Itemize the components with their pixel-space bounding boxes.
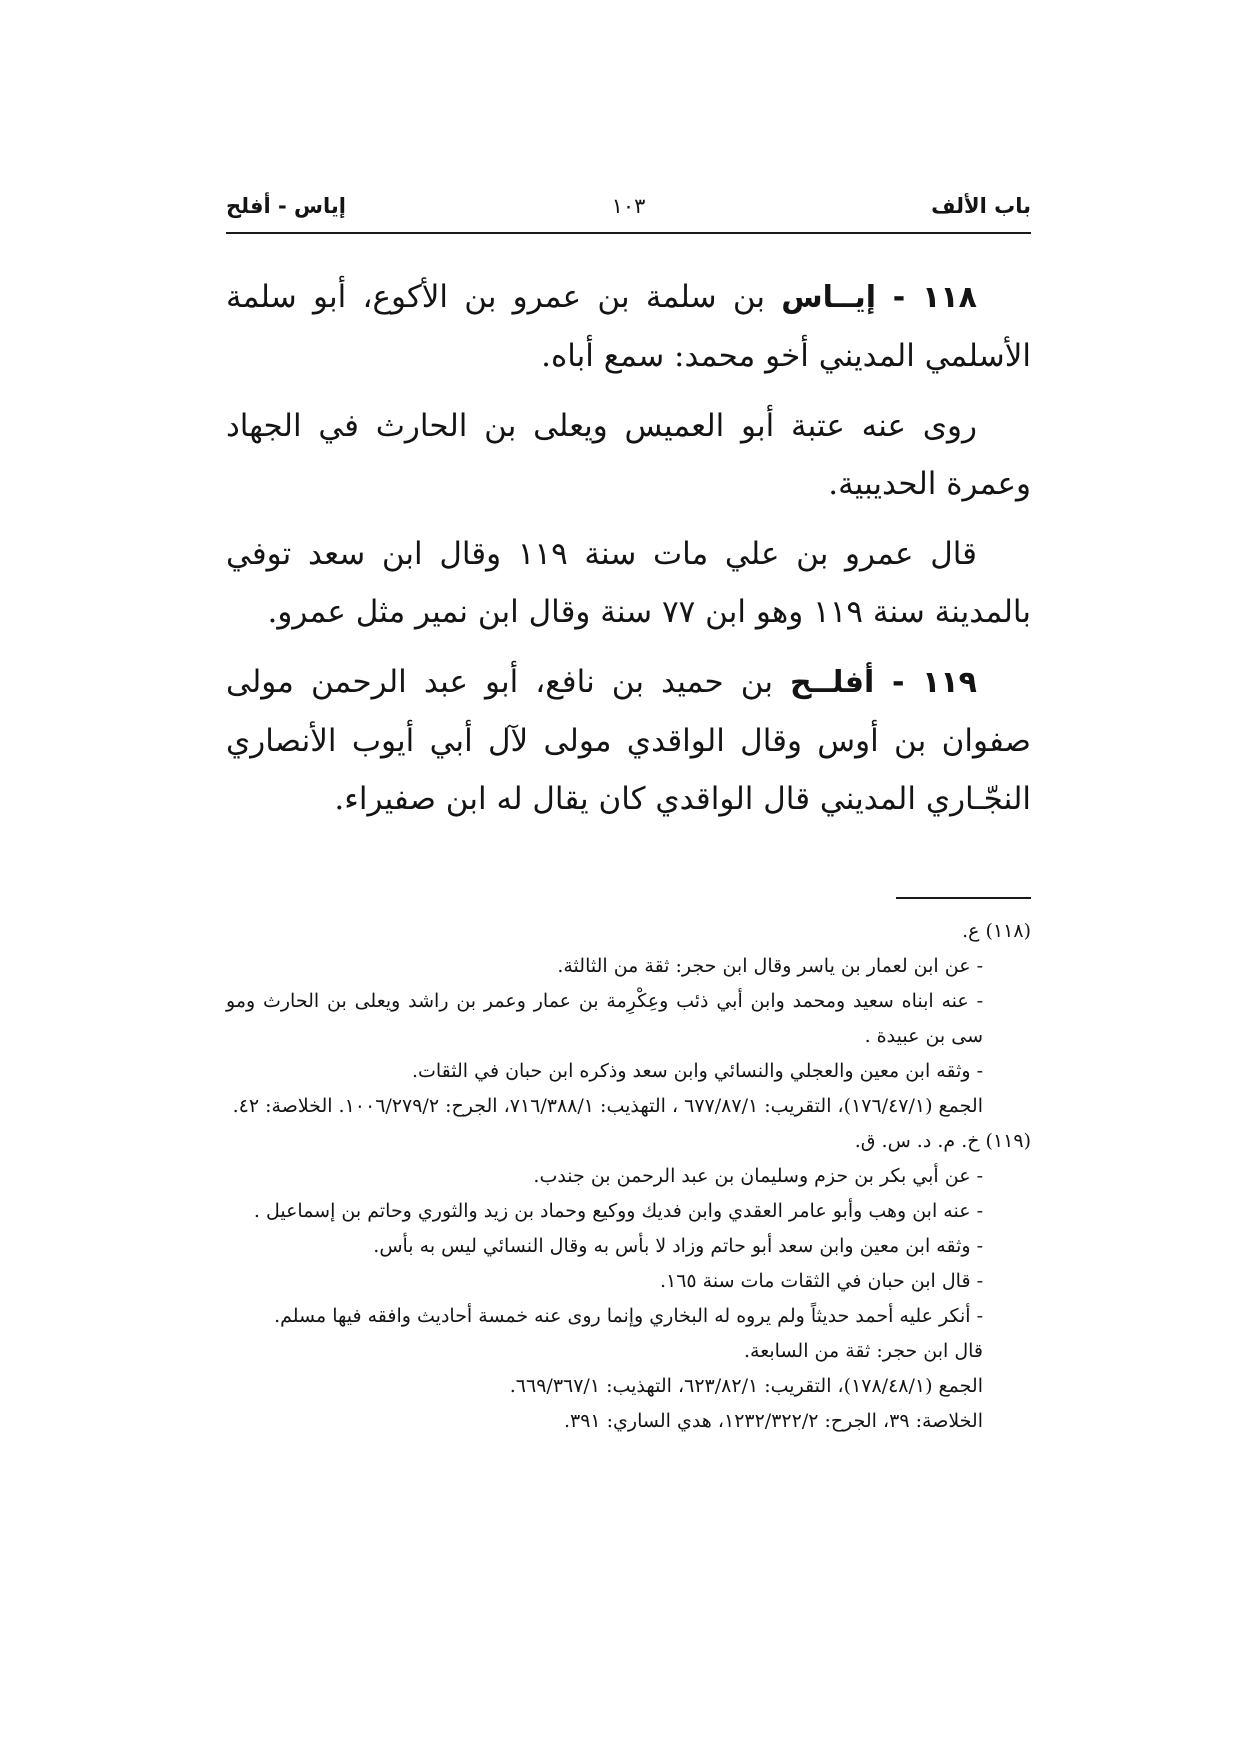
footnote-119-line: - قال ابن حبان في الثقات مات سنة ١٦٥. xyxy=(659,1270,983,1292)
entry-118-narrators: روى عنه عتبة أبو العميس ويعلى بن الحارث في الجهاد وعمرة الحديبية. xyxy=(226,408,1031,502)
main-text xyxy=(226,268,1031,840)
footnote-119-line: - وثقه ابن معين وابن سعد أبو حاتم وزاد لا بأس به وقال النسائي ليس به بأس. xyxy=(373,1235,983,1257)
entry-118-narrators-paragraph xyxy=(226,397,1031,513)
entry-118-head: ١١٨ - إيــاس xyxy=(781,280,977,315)
entry-118-text: بن سلمة بن عمرو بن الأكوع، أبو سلمة الأسلمي المديني أخو محمد: سمع أباه. xyxy=(226,279,1031,374)
footnote-separator xyxy=(896,897,1031,899)
page-number: ١٠٣ xyxy=(611,194,646,218)
footnote-119-line: قال ابن حجر: ثقة من السابعة. xyxy=(743,1340,983,1362)
footnote-118-head: (١١٨) ع. xyxy=(962,920,1031,942)
entry-119-head: ١١٩ - أفلــح xyxy=(790,665,977,700)
footnote-119-head: (١١٩) خ. م. د. س. ق. xyxy=(854,1130,1031,1152)
running-header xyxy=(226,192,1031,234)
footnote-119-line: الجمع (١٧٨/٤٨/١)، التقريب: ٦٢٣/٨٢/١، التهذيب: ٦٦٩/٣٦٧/١. xyxy=(509,1375,983,1397)
footnote-119-line: - عنه ابن وهب وأبو عامر العقدي وابن فديك ووكيع وحماد بن زيد والثوري وحاتم بن إسماعيل . xyxy=(253,1200,983,1222)
footnote-119-line: الخلاصة: ٣٩، الجرح: ١٢٣٢/٣٢٢/٢، هدي الساري: ٣٩١. xyxy=(563,1410,983,1432)
entry-119-paragraph xyxy=(226,653,1031,828)
footnote-119-line: - عن أبي بكر بن حزم وسليمان بن عبد الرحمن بن جندب. xyxy=(533,1165,983,1187)
entry-range-title: إياس - أفلح xyxy=(226,194,346,218)
footnote-118-line: - عن ابن لعمار بن ياسر وقال ابن حجر: ثقة من الثالثة. xyxy=(557,955,983,977)
entry-118-death-paragraph xyxy=(226,525,1031,641)
footnote-118-line: الجمع (١٧٦/٤٧/١)، التقريب: ٦٧٧/٨٧/١ ، التهذيب: ٧١٦/٣٨٨/١، الجرح: ١٠٠٦/٢٧٩/٢. الخلاصة: ٤٢. xyxy=(232,1095,983,1117)
footnote-118-line: - عنه ابناه سعيد ومحمد وابن أبي ذئب وعِكْرِمة بن عمار وعمر بن راشد ويعلى بن الحارث ومو سى بن عبيدة . xyxy=(226,990,983,1047)
book-section-title: باب الألف xyxy=(931,194,1031,218)
footnote-118-line: - وثقه ابن معين والعجلي والنسائي وابن سعد وذكره ابن حبان في الثقات. xyxy=(411,1060,983,1082)
entry-118-death: قال عمرو بن علي مات سنة ١١٩ وقال ابن سعد توفي بالمدينة سنة ١١٩ وهو ابن ٧٧ سنة وقال ابن نمير مثل عمرو. xyxy=(226,536,1031,630)
entry-118-paragraph xyxy=(226,268,1031,385)
footnotes xyxy=(226,914,1031,1439)
entry-119-text: بن حميد بن نافع، أبو عبد الرحمن مولى صفوان بن أوس وقال الواقدي مولى لآل أبي أيوب الأنصاري النجّـاري المديني قال الواقدي كان يقال له ابن صفيراء. xyxy=(226,664,1031,817)
footnote-119-line: - أنكر عليه أحمد حديثاً ولم يروه له البخاري وإنما روى عنه خمسة أحاديث وافقه فيها مسلم. xyxy=(274,1305,983,1327)
